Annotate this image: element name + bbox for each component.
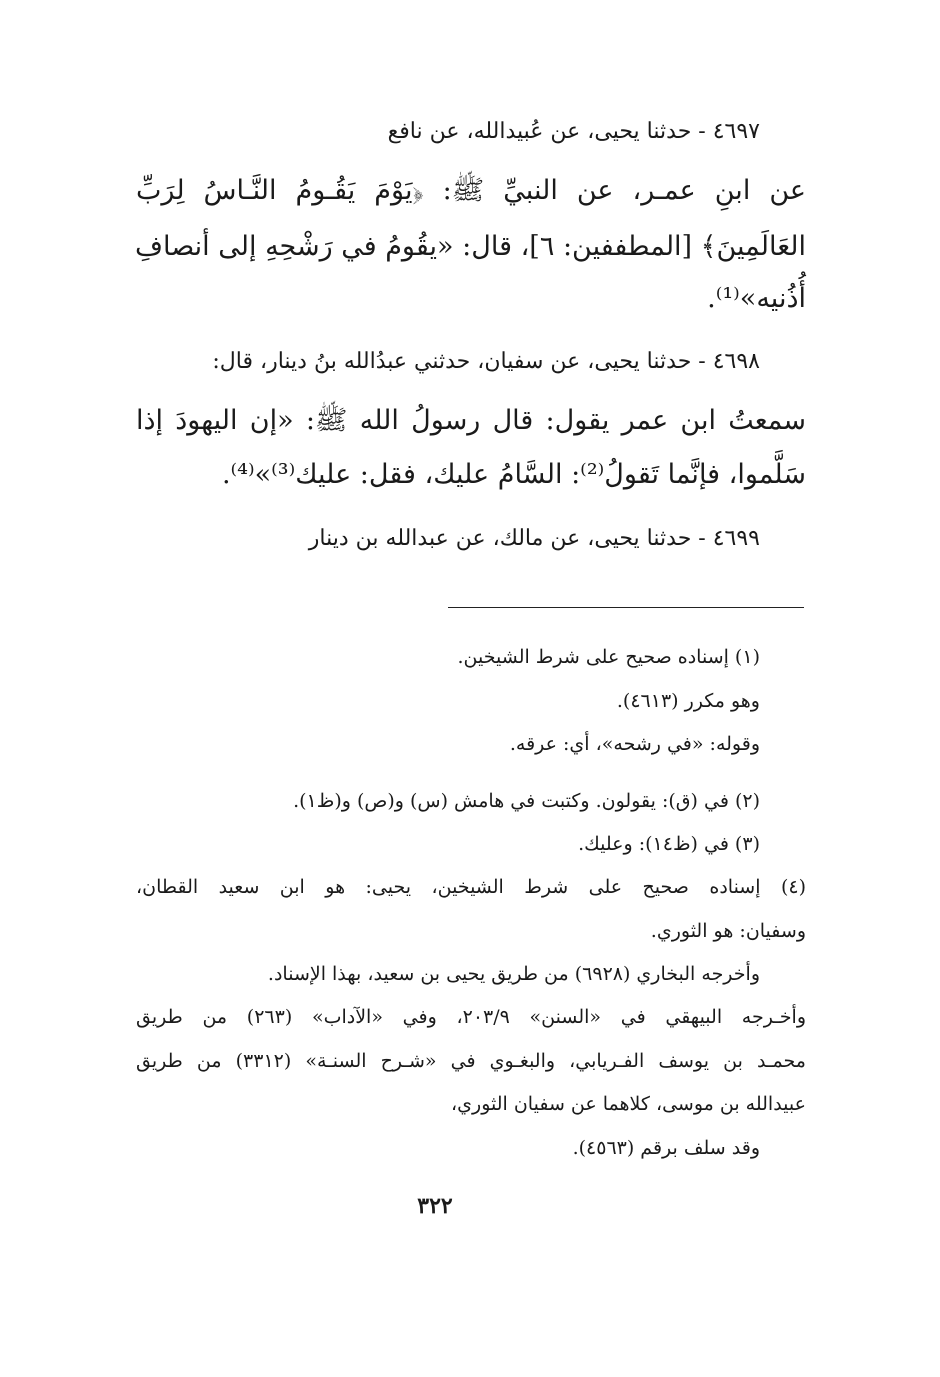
footnote-line: وأخرجه البخاري (٦٩٢٨) من طريق يحيى بن سعيد، بهذا الإسناد. xyxy=(267,963,760,985)
footnote-line: وقد سلف برقم (٤٥٦٣). xyxy=(572,1137,760,1159)
hadith-isnad: حدثنا يحيى، عن مالك، عن عبدالله بن دينار xyxy=(308,526,692,551)
footnote-line: عبيدالله بن موسى، كلاهما عن سفيان الثوري، xyxy=(451,1093,806,1115)
hadith-4697-header: ٤٦٩٧ - حدثنا يحيى، عن عُبيدالله، عن نافع xyxy=(387,119,760,144)
hadith-4698-matn-line-2: سَلَّموا، فإنَّما تَقولُ⁽²⁾: السَّامُ عليك، فقل: عليك⁽³⁾»⁽⁴⁾. xyxy=(221,459,806,490)
hadith-4697-matn-line-3: أُذُنيه»⁽¹⁾. xyxy=(707,283,806,314)
hadith-number: ٤٦٩٩ xyxy=(712,526,760,551)
hadith-4697-matn-line-1: عن ابنِ عمـر، عن النبيِّ ﷺ: ﴿يَوْمَ يَقُـومُ النَّـاسُ لِرَبِّ xyxy=(136,175,806,206)
footnote-line: وقوله: «في رشحه»، أي: عرقه. xyxy=(509,733,760,755)
hadith-number: ٤٦٩٧ xyxy=(712,119,760,144)
footnote-line: (٢) في (ق): يقولون. وكتبت في هامش (س) و(ص) و(ظ١). xyxy=(293,790,760,812)
hadith-4698-matn-line-1: سمعتُ ابن عمر يقول: قال رسولُ الله ﷺ: «إن اليهودَ إذا xyxy=(136,405,806,436)
footnote-line: (٤) إسناده صحيح على شرط الشيخين، يحيى: هو ابن سعيد القطان، xyxy=(136,876,806,898)
hadith-4697-matn-line-2: العَالَمِينَ﴾ [المطففين: ٦]، قال: «يقُومُ في رَشْحِهِ إلى أنصافِ xyxy=(135,231,806,262)
hadith-4698-header: ٤٦٩٨ - حدثنا يحيى، عن سفيان، حدثني عبدُالله بنُ دينار، قال: xyxy=(212,349,760,374)
hadith-isnad: حدثنا يحيى، عن عُبيدالله، عن نافع xyxy=(387,119,692,144)
hadith-number: ٤٦٩٨ xyxy=(712,349,760,374)
footnote-line: وهو مكرر (٤٦١٣). xyxy=(616,690,760,712)
footnote-line: محمـد بن يوسف الفـريابي، والبغـوي في «شـرح السنـة» (٣٣١٢) من طريق xyxy=(136,1050,806,1072)
footnote-line: (٣) في (ظ١٤): وعليك. xyxy=(578,833,760,855)
page-number: ٣٢٢ xyxy=(417,1193,453,1219)
footnote-separator xyxy=(448,607,804,608)
hadith-4699-header: ٤٦٩٩ - حدثنا يحيى، عن مالك، عن عبدالله بن دينار xyxy=(308,526,760,551)
hadith-isnad: حدثنا يحيى، عن سفيان، حدثني عبدُالله بنُ دينار، قال: xyxy=(212,349,692,374)
footnote-line: وأخـرجه البيهقي في «السنن» ٢٠٣/٩، وفي «الآداب» (٢٦٣) من طريق xyxy=(136,1006,806,1028)
footnote-line: وسفيان: هو الثوري. xyxy=(650,920,806,942)
footnote-line: (١) إسناده صحيح على شرط الشيخين. xyxy=(457,646,760,668)
